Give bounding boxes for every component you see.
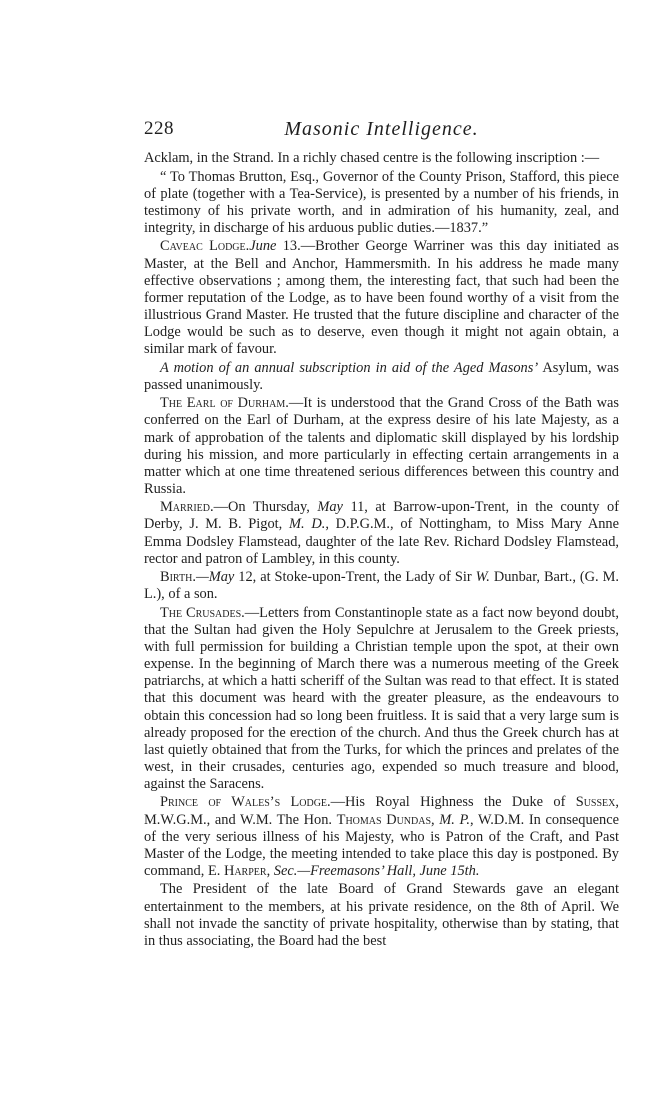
date-italic: —May xyxy=(195,569,235,586)
name-smallcaps: Sussex xyxy=(575,794,616,811)
paragraph-birth xyxy=(144,569,619,603)
paragraph-text: —On Thursday, xyxy=(213,499,318,516)
paragraph-text: , D.P.G.M., of Nottingham, to Miss Mary Anne Emma Dodsley Flamstead, daughter of the late Rev. Richard Dodsley Flamstead, rector and patron of Lambley, in this county. xyxy=(144,516,619,567)
degree-italic: M. D. xyxy=(289,516,326,533)
name-smallcaps: Thomas Dundas xyxy=(336,811,432,828)
paragraph-text: 13.—Brother George Warriner was this day initiated as Master, at the Bell and Anchor, Hammersmith. In his address he made many effective observations ; among them, the interesting fact, that such had been the former reputation of the Lodge, as to have been found worthy of a visit from the illustrious Grand Master. He trusted that the future discipline and character of the Lodge would be such as to deserve, even though it might not again obtain, a similar mark of favour. xyxy=(144,238,619,358)
running-header xyxy=(144,118,619,144)
paragraph-text: Asylum, was passed unanimously. xyxy=(144,359,619,393)
italic-text: A motion of an annual subscription in aid of the Aged Masons’ xyxy=(160,359,539,376)
section-heading: Prince of Wales’s Lodge. xyxy=(160,794,331,811)
paragraph-married xyxy=(144,499,619,567)
paragraph-earl-of-durham xyxy=(144,395,619,498)
name-smallcaps: Harper xyxy=(223,862,267,879)
title-italic: M. P. xyxy=(439,811,471,828)
paragraph-motion xyxy=(144,360,619,394)
date-italic: May xyxy=(317,499,343,516)
paragraph-grand-stewards: The President of the late Board of Grand Stewards gave an elegant entertainment to the members, at his private residence, on the 8th of April. We shall not invade the sanctity of private hospitality, otherwise than by stating, that in thus associating, the Board had the best xyxy=(144,881,619,949)
paragraph-text: —Letters from Constantinople state as a fact now beyond doubt, that the Sultan had given the Holy Sepulchre at Jerusalem to the Greek priests, with full permission for building a Christian temple upon the spot, at their own expense. In the beginning of March there was a numerous meeting of the Greek patriarchs, at which a hatti scheriff of the Sultan was read to that effect. It is stated that this document was heard with the greater pleasure, as the endeavours to obtain this concession had so long been fruitless. It is said that a very large sum is already proposed for the erection of the church. And thus the Greek church has at last quietly obtained that from the Turks, for which the princes and prelates of the west, in their crusades, centuries ago, expended so much treasure and blood, against the Saracens. xyxy=(144,604,619,792)
paragraph-text: 11, at Barrow-upon-Trent, in the county of Derby, J. M. B. Pigot, xyxy=(144,499,619,533)
paragraph-crusades xyxy=(144,605,619,793)
initial-italic: W. xyxy=(475,569,490,586)
paragraph-text: Dunbar, Bart., (G. M. L.), of a son. xyxy=(144,569,619,603)
section-heading: Married. xyxy=(160,499,214,516)
paragraph-prince-of-wales-lodge xyxy=(144,794,619,879)
section-heading: The Earl of Durham. xyxy=(160,395,289,412)
paragraph-text: , M.W.G.M., and W.M. The Hon. xyxy=(144,794,619,828)
signature-italic: Sec.—Freemasons’ Hall, June 15th. xyxy=(273,862,480,879)
paragraph-inscription: “ To Thomas Brutton, Esq., Governor of the County Prison, Stafford, this piece of plate (together with a Tea-Service), is presented by a number of his friends, in testimony of his private worth, and in admiration of his humanity, zeal, and integrity, in discharge of his arduous public duties.—1837.” xyxy=(144,168,619,236)
running-title: Masonic Intelligence. xyxy=(284,118,479,140)
paragraph-text: —His Royal Highness the Duke of xyxy=(330,794,576,811)
article-body xyxy=(144,150,619,951)
paragraph-text: —It is understood that the Grand Cross of the Bath was conferred on the Earl of Durham, at the express desire of his late Majesty, as a mark of approbation of the talents and diplomatic skill displayed by his lordship during his mission, and more particularly in effecting certain arrangements in a matter which at one time threatened serious differences between this country and Russia. xyxy=(144,395,619,497)
page-number: 228 xyxy=(144,118,174,139)
paragraph-text: 12, at Stoke-upon-Trent, the Lady of Sir xyxy=(234,569,476,586)
section-heading: Caveac Lodge. xyxy=(160,238,250,255)
paragraph-text: , W.D.M. In consequence of the very serious illness of his Majesty, who is Patron of the Craft, and Past Master of the Lodge, the meeting intended to take place this day is postponed. By command, E. xyxy=(144,811,620,879)
paragraph-text: , xyxy=(266,862,274,879)
section-heading: The Crusades. xyxy=(160,604,245,621)
paragraph-caveac-lodge xyxy=(144,238,619,358)
section-heading: Birth. xyxy=(160,569,196,586)
paragraph-opening: Acklam, in the Strand. In a richly chased centre is the following inscription :— xyxy=(144,150,600,166)
paragraph-text: , xyxy=(431,811,440,828)
date-italic: June xyxy=(249,238,277,255)
